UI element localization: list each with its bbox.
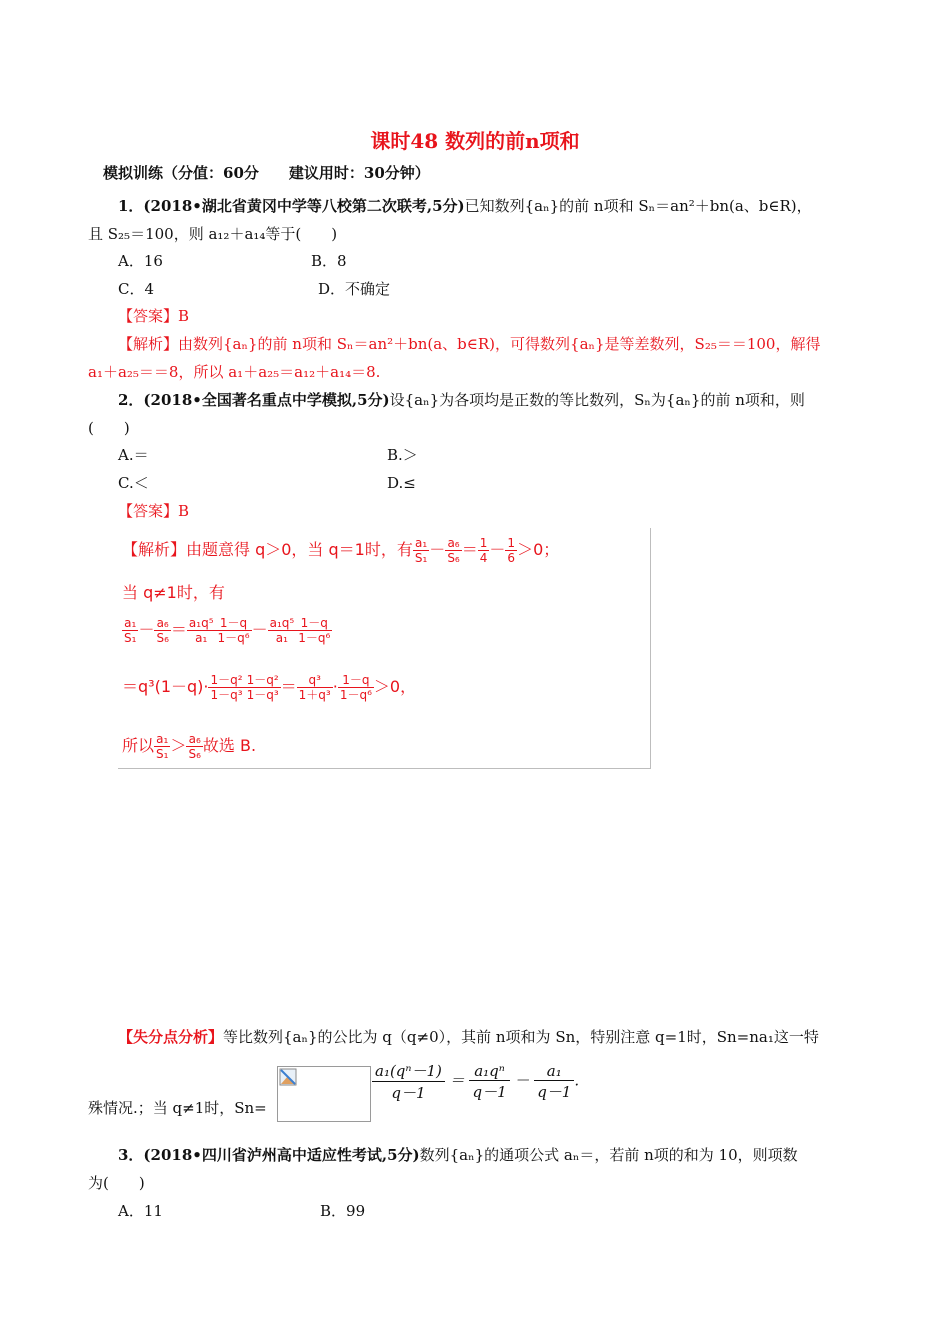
question-2-source: 2．(2018•全国著名重点中学模拟,5分) xyxy=(118,391,390,409)
formula-frac-2: $\frac{\text{a₁qⁿ}}{q-1}$ xyxy=(469,1062,509,1102)
formula-frac-3: $\frac{\text{a₁}}{q-1}$ xyxy=(534,1062,574,1102)
answer-tag: 【答案】 xyxy=(118,502,179,520)
page-title: 课时48 数列的前n项和 xyxy=(370,129,580,153)
question-2-line2: ( ) xyxy=(88,419,130,437)
question-2-line1 xyxy=(118,390,805,410)
sum-formula: $\frac{\text{a₁(qⁿ－1)}}{q-1}$ ＝ $\frac{\text{a₁qⁿ}}{q-1}$ － $\frac{\text{a₁}}{q-1}$ . xyxy=(372,1060,579,1103)
loss-analysis-tag: 【失分点分析】 xyxy=(118,1028,224,1046)
fraction-one-sixth: $\frac{1}{6}$ xyxy=(507,536,516,565)
question-2-answer xyxy=(118,501,189,521)
question-3-line1 xyxy=(118,1145,798,1165)
question-1-analysis-line1 xyxy=(118,334,820,354)
solution-line-3: $\frac{\text{a₁}}{\text{S₁}}$ － $\frac{\text{a₆}}{\text{S₆}}$ ＝ $\frac{\text{a₁q⁵}}{\text{a₁}}$ $\frac{1-q}{\text{1－q⁶}}$ － $\frac{\text{a₁q⁵}}{\text{a₁}}$ $\frac{1-q}{\text{1－q⁶}}$ xyxy=(124,616,331,645)
answer-tag: 【答案】 xyxy=(118,307,179,325)
broken-image-icon xyxy=(279,1068,297,1086)
question-3-line2: 为( ) xyxy=(88,1174,145,1192)
solution-line-2: 当 q≠1时，有 xyxy=(122,583,225,602)
solution-text: 【解析】由题意得 q＞0，当 q＝1时，有 xyxy=(122,540,413,559)
solution-image xyxy=(118,528,651,769)
analysis-tag: 【解析】 xyxy=(118,335,179,353)
question-1-line2: 且 S₂₅＝100，则 a₁₂＋a₁₄等于( ) xyxy=(88,225,338,243)
question-2-option-c: C.＜ xyxy=(118,474,149,492)
fraction-a6-s6: $\frac{\text{a₆}}{\text{S₆}}$ xyxy=(447,536,460,565)
solution-line-5: 所以 $\frac{\text{a₁}}{\text{S₁}}$ ＞ $\frac{\text{a₆}}{\text{S₆}}$ 故选 B. xyxy=(122,732,257,761)
question-1-analysis-line2: a₁＋a₂₅＝＝8，所以 a₁＋a₂₅＝a₁₂＋a₁₄＝8. xyxy=(88,363,381,381)
answer-value: B xyxy=(178,307,190,325)
question-3-source: 3．(2018•四川省泸州高中适应性考试,5分) xyxy=(118,1146,420,1164)
question-1-answer xyxy=(118,306,189,326)
question-2-option-a: A.＝ xyxy=(118,446,149,464)
loss-analysis-line1 xyxy=(118,1027,819,1047)
fraction-a1-s1: $\frac{\text{a₁}}{\text{S₁}}$ xyxy=(414,536,428,565)
answer-value: B xyxy=(178,502,190,520)
question-3-option-b: B．99 xyxy=(320,1202,366,1220)
question-1-option-d: D．不确定 xyxy=(318,280,391,298)
exercise-meta: 模拟训练（分值：60分 建议用时：30分钟） xyxy=(103,164,430,182)
question-3-stem: 数列{aₙ}的通项公式 aₙ＝，若前 n项的和为 10，则项数 xyxy=(419,1146,798,1164)
question-1-option-c: C．4 xyxy=(118,280,155,298)
question-2-option-b: B.＞ xyxy=(387,446,418,464)
question-3-option-a: A．11 xyxy=(118,1202,163,1220)
question-1-stem: 已知数列{aₙ}的前 n项和 Sₙ＝an²＋bn(a、b∈R)， xyxy=(464,197,812,215)
loss-analysis-text: 等比数列{aₙ}的公比为 q（q≠0），其前 n项和为 Sn，特别注意 q=1时，Sn=na₁这一特 xyxy=(223,1028,819,1046)
solution-line-1: 【解析】由题意得 q＞0，当 q＝1时，有 $\frac{\text{a₁}}{\text{S₁}}$ － $\frac{\text{a₆}}{\text{S₆}}$ ＝ $\frac{1}{4}$ － $\frac{1}{6}$ ＞0； xyxy=(122,536,560,565)
question-1-option-a: A．16 xyxy=(118,252,163,270)
question-2-option-d: D.≤ xyxy=(387,474,416,492)
formula-frac-1: $\frac{\text{a₁(qⁿ－1)}}{q-1}$ xyxy=(372,1060,445,1103)
analysis-text: 由数列{aₙ}的前 n项和 Sₙ＝an²＋bn(a、b∈R)，可得数列{aₙ}是等差数列，S₂₅＝＝100，解得 xyxy=(178,335,821,353)
solution-line-4: ＝q³(1－q)· $\frac{\text{1－q²}}{\text{1－q³}}$ $\frac{\text{1－q²}}{\text{1－q³}}$ ＝ $\frac{\text{q³}}{\text{1＋q³}}$ · $\frac{1-q}{\text{1－q⁶}}$ ＞0， xyxy=(122,673,417,702)
question-2-stem: 设{aₙ}为各项均是正数的等比数列，Sₙ为{aₙ}的前 n项和，则 xyxy=(389,391,805,409)
fraction-one-fourth: $\frac{1}{4}$ xyxy=(479,536,488,565)
question-1-option-b: B．8 xyxy=(311,252,347,270)
question-1-line1 xyxy=(118,196,812,216)
question-1-source: 1．(2018•湖北省黄冈中学等八校第二次联考,5分) xyxy=(118,197,465,215)
loss-analysis-line2: 殊情况.；当 q≠1时，Sn= xyxy=(88,1099,267,1117)
broken-image-placeholder xyxy=(277,1066,371,1122)
